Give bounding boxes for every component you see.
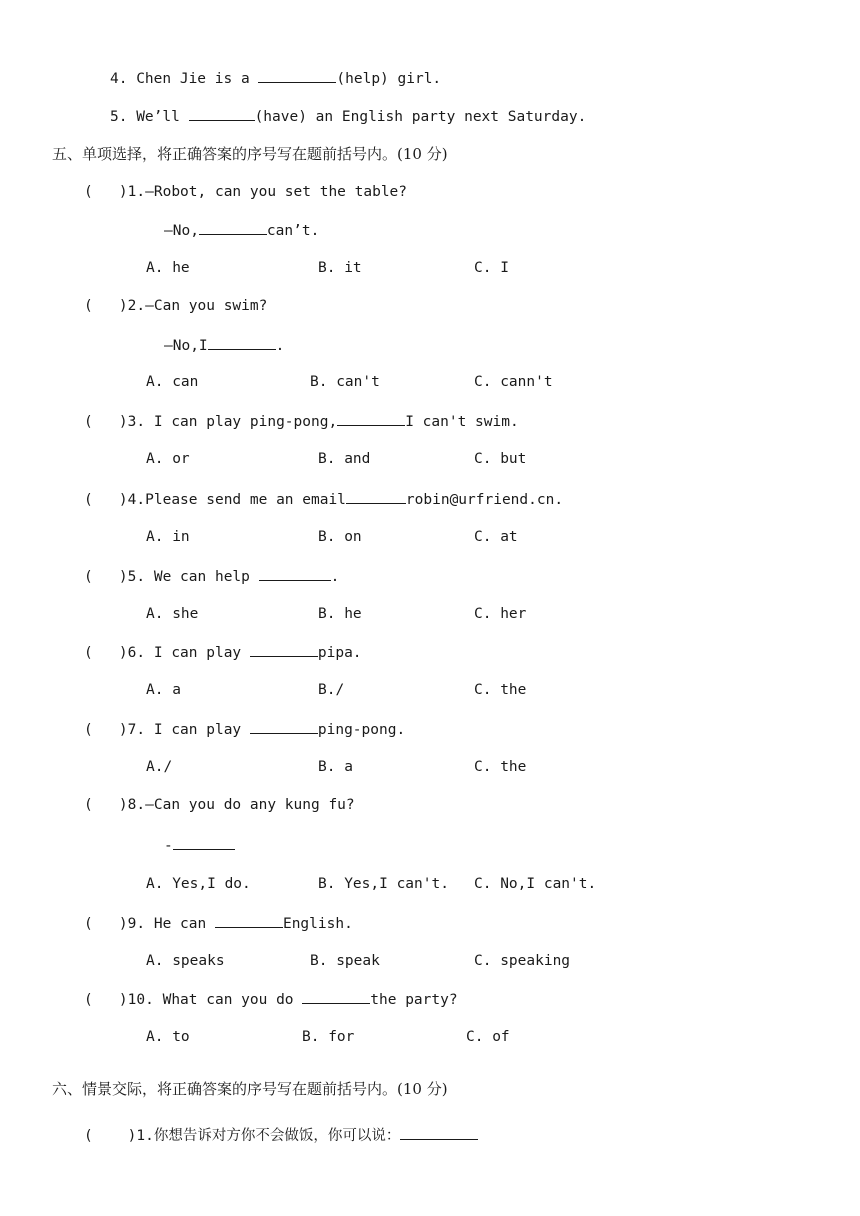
answer-line-1 [164, 219, 319, 241]
fill-item-5-blank[interactable] [189, 105, 255, 121]
section6-heading: 六、情景交际，将正确答案的序号写在题前括号内。(10 分) [52, 1080, 448, 1098]
question-blank-5[interactable] [259, 565, 331, 581]
fill-item-5 [110, 105, 586, 127]
question-number: 5. [127, 569, 146, 585]
question-stem-before: I can play [153, 645, 250, 661]
fill-item-4-text-before: 4. Chen Jie is a [110, 71, 259, 87]
answer-text-after: . [275, 338, 285, 354]
question-row-1 [84, 182, 407, 202]
option-a[interactable]: A. Yes,I do. [146, 876, 251, 892]
option-b[interactable]: B. it [318, 260, 362, 276]
option-a[interactable]: A./ [146, 759, 173, 775]
answer-text-before: - [164, 838, 173, 854]
option-b[interactable]: B. a [318, 759, 353, 775]
question-number: 10. [127, 992, 154, 1008]
question-number: 6. [127, 645, 146, 661]
question-row-7 [84, 718, 405, 740]
fill-item-5-text-after: (have) an English party next Saturday. [254, 109, 587, 125]
question-number: 2. [127, 298, 146, 314]
option-a[interactable]: A. to [146, 1029, 190, 1045]
section6-question-blank-1[interactable] [400, 1124, 478, 1140]
question-row-9 [84, 912, 353, 934]
option-a[interactable]: A. she [146, 606, 199, 622]
question-blank-4[interactable] [346, 488, 406, 504]
question-row-5 [84, 565, 339, 587]
option-a[interactable]: A. he [146, 260, 190, 276]
question-stem-after: ping-pong. [317, 722, 406, 738]
answer-bracket[interactable]: ( ) [84, 1128, 137, 1144]
option-c[interactable]: C. the [474, 759, 527, 775]
answer-bracket[interactable]: ( ) [84, 916, 128, 932]
question-stem-after: pipa. [317, 645, 362, 661]
question-number: 1. [127, 184, 146, 200]
option-c[interactable]: C. I [474, 260, 509, 276]
option-b[interactable]: B./ [318, 682, 345, 698]
question-stem-before: We can help [153, 569, 259, 585]
answer-bracket[interactable]: ( ) [84, 797, 128, 813]
option-a[interactable]: A. in [146, 529, 190, 545]
question-stem-before: What can you do [162, 992, 303, 1008]
question-stem-after: I can't swim. [405, 414, 519, 430]
answer-bracket[interactable]: ( ) [84, 722, 128, 738]
answer-blank-8[interactable] [173, 834, 235, 850]
answer-blank-1[interactable] [199, 219, 267, 235]
option-a[interactable]: A. or [146, 451, 190, 467]
option-b[interactable]: B. and [318, 451, 371, 467]
answer-bracket[interactable]: ( ) [84, 298, 128, 314]
question-stem-before: Please send me an email [145, 492, 346, 508]
answer-bracket[interactable]: ( ) [84, 184, 128, 200]
question-blank-9[interactable] [215, 912, 283, 928]
question-number: 1. [136, 1128, 154, 1144]
section6-question-row-1 [84, 1124, 478, 1146]
fill-item-4-blank[interactable] [258, 67, 336, 83]
fill-item-4 [110, 67, 441, 89]
question-stem-before: 你想告诉对方你不会做饭，你可以说： [153, 1128, 401, 1144]
question-blank-6[interactable] [250, 641, 318, 657]
question-row-10 [84, 988, 458, 1010]
answer-line-2 [164, 334, 284, 356]
question-stem: —Can you do any kung fu? [145, 797, 355, 813]
option-a[interactable]: A. a [146, 682, 181, 698]
answer-text-before: —No,I [164, 338, 208, 354]
question-row-6 [84, 641, 362, 663]
question-stem-after: . [330, 569, 340, 585]
answer-bracket[interactable]: ( ) [84, 414, 128, 430]
question-number: 7. [127, 722, 146, 738]
question-row-3 [84, 410, 519, 432]
option-a[interactable]: A. speaks [146, 953, 225, 969]
fill-item-5-text-before: 5. We’ll [110, 109, 189, 125]
question-blank-7[interactable] [250, 718, 318, 734]
option-b[interactable]: B. for [302, 1029, 355, 1045]
option-b[interactable]: B. he [318, 606, 362, 622]
question-number: 4. [127, 492, 146, 508]
answer-bracket[interactable]: ( ) [84, 569, 128, 585]
question-blank-3[interactable] [337, 410, 405, 426]
question-number: 8. [127, 797, 146, 813]
answer-bracket[interactable]: ( ) [84, 992, 128, 1008]
option-b[interactable]: B. Yes,I can't. [318, 876, 449, 892]
option-c[interactable]: C. speaking [474, 953, 571, 969]
question-row-8 [84, 795, 355, 815]
option-a[interactable]: A. can [146, 374, 199, 390]
question-stem: —Can you swim? [145, 298, 268, 314]
section5-heading: 五、单项选择，将正确答案的序号写在题前括号内。(10 分) [52, 145, 448, 163]
option-b[interactable]: B. speak [310, 953, 380, 969]
answer-text-before: —No, [164, 223, 199, 239]
question-number: 3. [127, 414, 146, 430]
answer-bracket[interactable]: ( ) [84, 645, 128, 661]
question-stem-after: English. [282, 916, 353, 932]
option-c[interactable]: C. No,I can't. [474, 876, 597, 892]
option-c[interactable]: C. of [466, 1029, 510, 1045]
answer-bracket[interactable]: ( ) [84, 492, 128, 508]
answer-text-after: can’t. [266, 223, 320, 239]
question-stem-before: I can play ping-pong, [153, 414, 338, 430]
option-c[interactable]: C. at [474, 529, 518, 545]
question-row-4 [84, 488, 563, 510]
option-c[interactable]: C. but [474, 451, 527, 467]
option-b[interactable]: B. on [318, 529, 362, 545]
question-stem-before: He can [153, 916, 215, 932]
option-b[interactable]: B. can't [310, 374, 380, 390]
question-stem-after: robin@urfriend.cn. [405, 492, 564, 508]
fill-item-4-text-after: (help) girl. [336, 71, 442, 87]
question-number: 9. [127, 916, 146, 932]
question-row-2 [84, 296, 267, 316]
answer-line-8 [164, 834, 235, 856]
question-blank-10[interactable] [302, 988, 370, 1004]
question-stem: —Robot, can you set the table? [145, 184, 408, 200]
answer-blank-2[interactable] [208, 334, 276, 350]
question-stem-before: I can play [153, 722, 250, 738]
option-c[interactable]: C. cann't [474, 374, 553, 390]
option-c[interactable]: C. the [474, 682, 527, 698]
question-stem-after: the party? [370, 992, 458, 1008]
option-c[interactable]: C. her [474, 606, 527, 622]
